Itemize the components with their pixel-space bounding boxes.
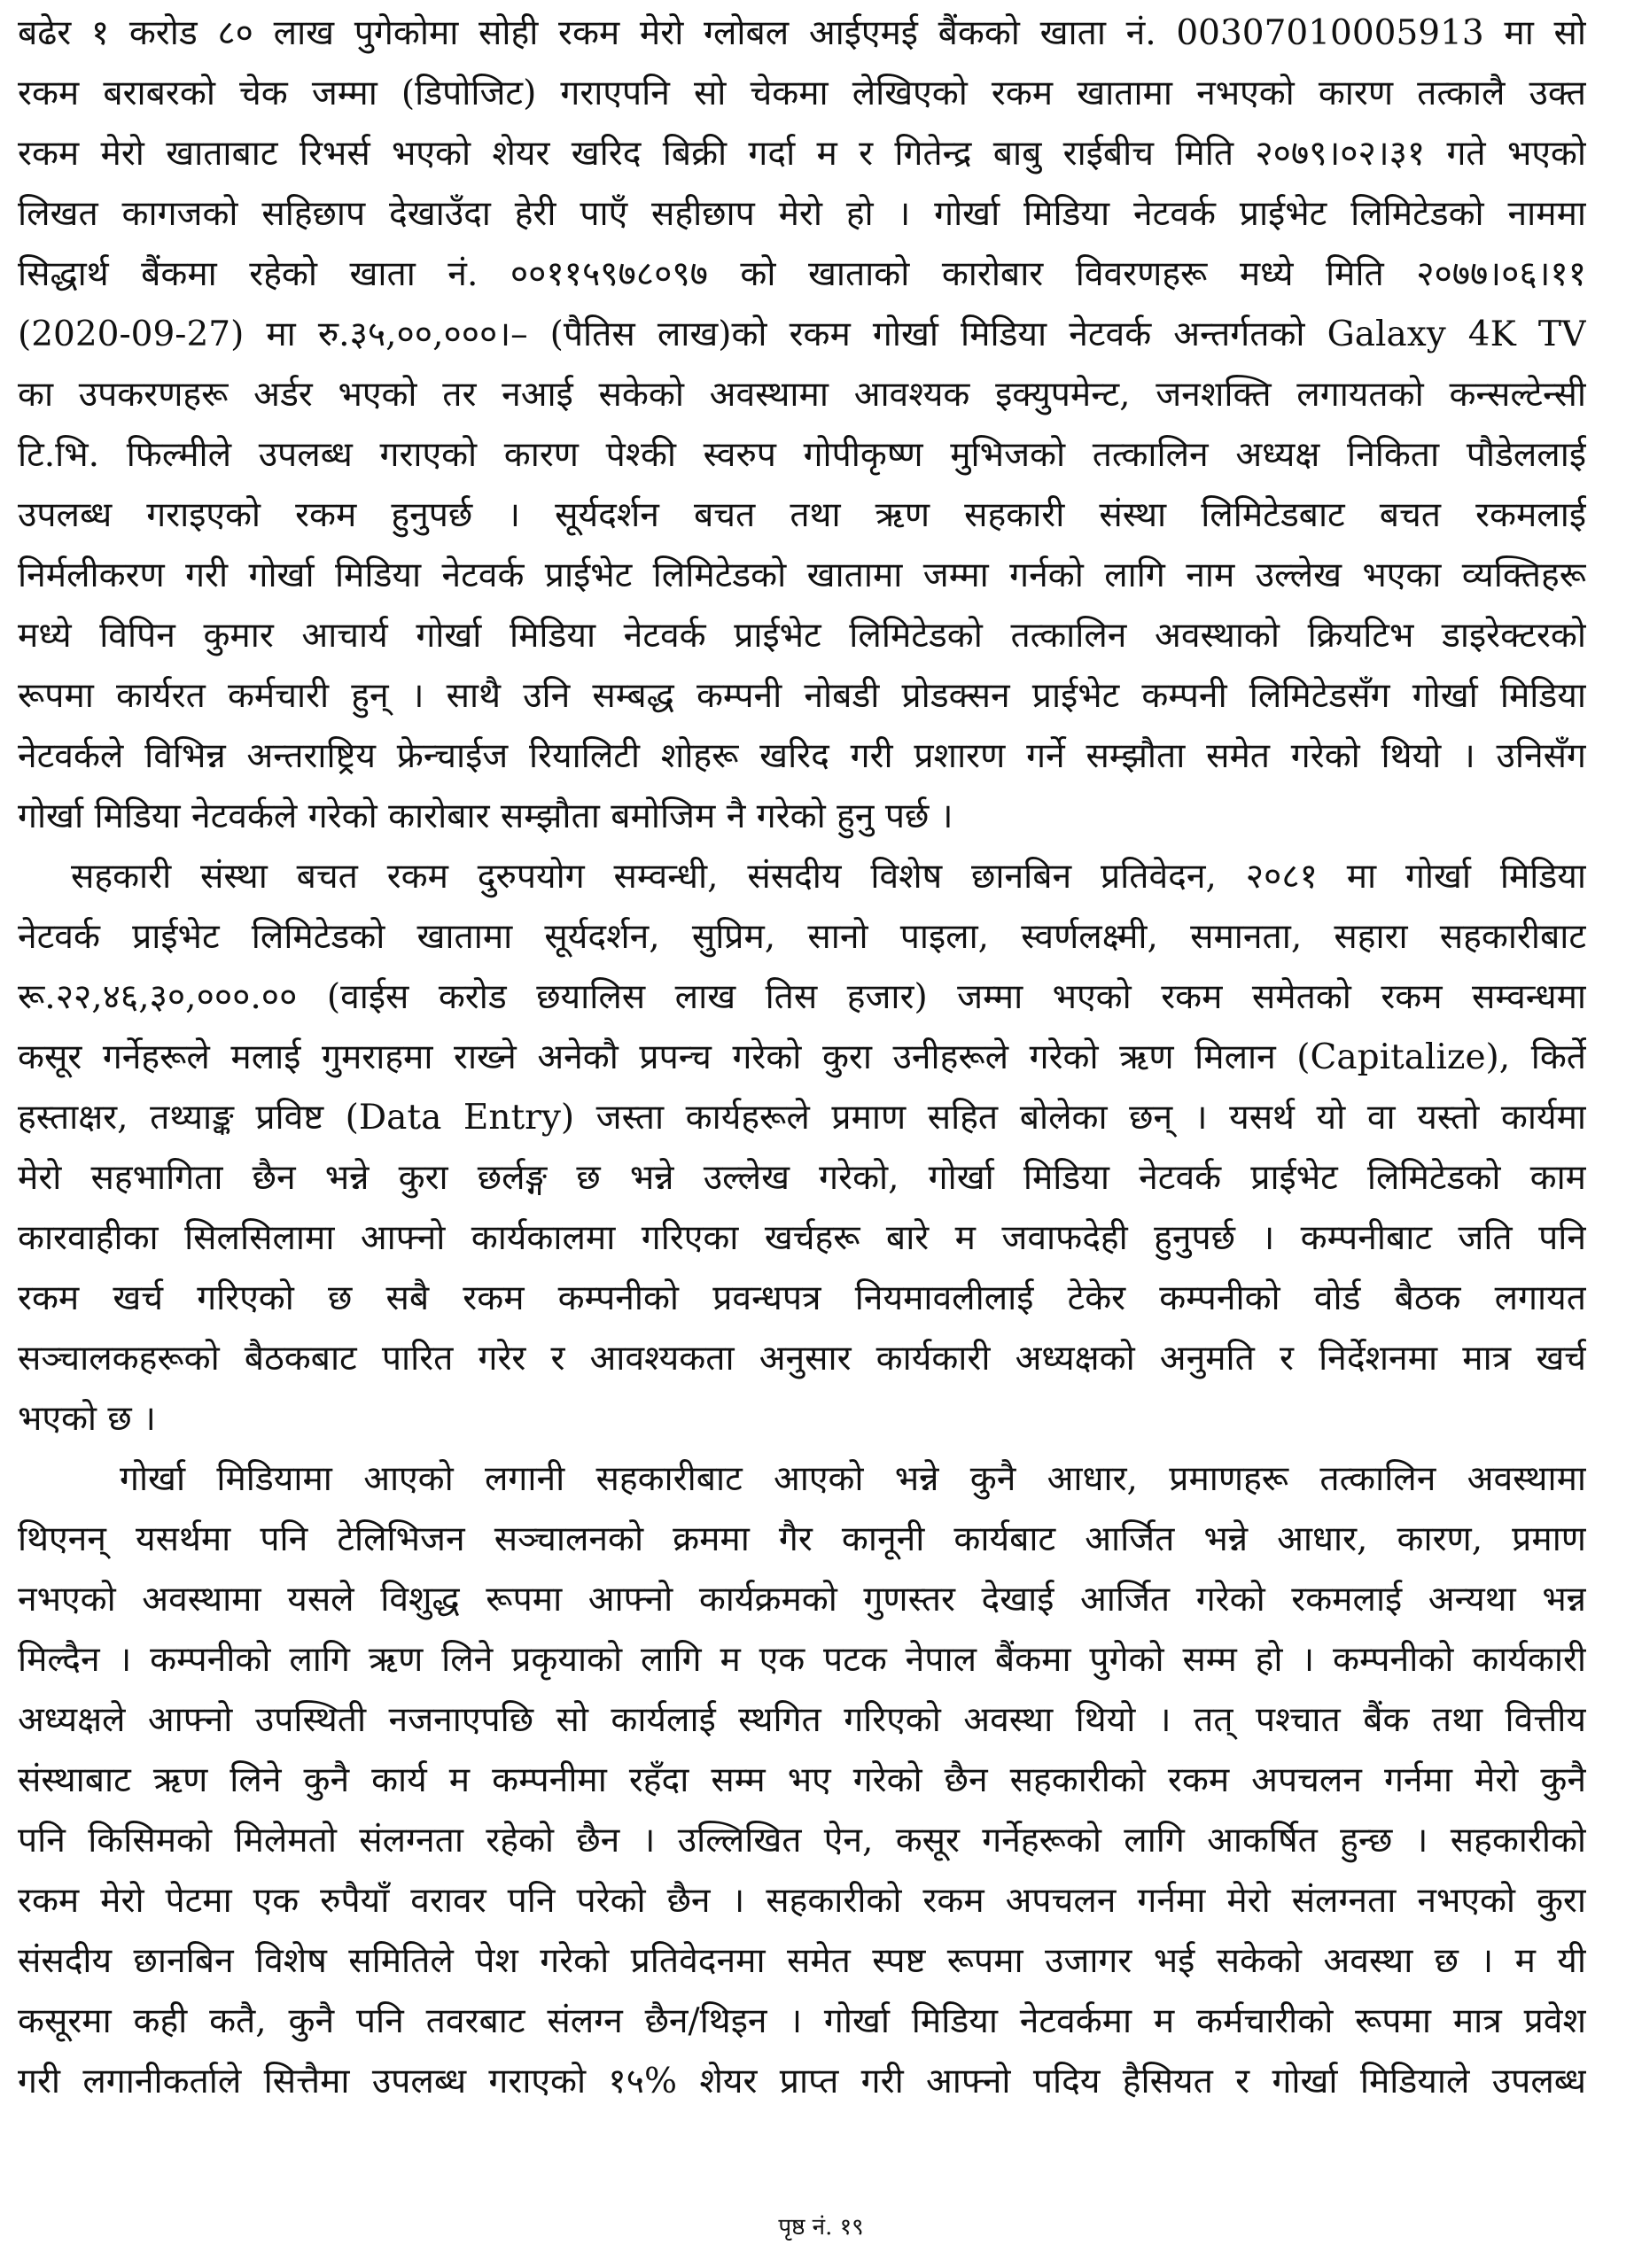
text-line: नेटवर्क प्राईभेट लिमिटेडको खातामा सूर्यदर्शन, सुप्रिम, सानो पाइला, स्वर्णलक्ष्मी, समानता, सहारा सहकारीबाट bbox=[18, 917, 1586, 957]
text-line: संसदीय छानबिन विशेष समितिले पेश गरेको प्रतिवेदनमा समेत स्पष्ट रूपमा उजागर भई सकेको अवस्था छ । म यी bbox=[18, 1941, 1586, 1981]
text-line: अध्यक्षले आफ्नो उपस्थिती नजनाएपछि सो कार्यलाई स्थगित गरिएको अवस्था थियो । तत् पश्चात बैंक तथा वित्तीय bbox=[18, 1700, 1586, 1740]
text-line: संस्थाबाट ऋण लिने कुनै कार्य म कम्पनीमा रहँदा सम्म भए गरेको छैन सहकारीको रकम अपचलन गर्नमा मेरो कुनै bbox=[18, 1760, 1586, 1800]
text-line: थिएनन् यसर्थमा पनि टेलिभिजन सञ्चालनको क्रममा गैर कानूनी कार्यबाट आर्जित भन्ने आधार, कारण, प्रमाण bbox=[18, 1519, 1586, 1559]
text-line: नभएको अवस्थामा यसले विशुद्ध रूपमा आफ्नो कार्यक्रमको गुणस्तर देखाई आर्जित गरेको रकमलाई अन्यथा भन्न bbox=[18, 1580, 1586, 1619]
text-line: रूपमा कार्यरत कर्मचारी हुन् । साथै उनि सम्बद्ध कम्पनी नोबडी प्रोडक्सन प्राईभेट कम्पनी लिमिटेडसँग गोर्खा मिडिया bbox=[18, 676, 1586, 716]
text-line: रकम मेरो पेटमा एक रुपैयाँ वरावर पनि परेको छैन । सहकारीको रकम अपचलन गर्नमा मेरो संलग्नता नभएको कुरा bbox=[18, 1881, 1586, 1921]
text-line: सिद्धार्थ बैंकमा रहेको खाता नं. ००११५९७८०९७ को खाताको कारोबार विवरणहरू मध्ये मिति २०७७।०६।११ bbox=[18, 254, 1586, 294]
text-line: टि.भि. फिल्मीले उपलब्ध गराएको कारण पेश्की स्वरुप गोपीकृष्ण मुभिजको तत्कालिन अध्यक्ष निकिता पौडेललाई bbox=[18, 435, 1586, 475]
text-line: रकम खर्च गरिएको छ सबै रकम कम्पनीको प्रवन्धपत्र नियमावलीलाई टेकेर कम्पनीको वोर्ड बैठक लगायत bbox=[18, 1278, 1586, 1318]
text-line: गरी लगानीकर्ताले सित्तैमा उपलब्ध गराएको १५% शेयर प्राप्त गरी आफ्नो पदिय हैसियत र गोर्खा मिडियाले उपलब्ध bbox=[18, 2062, 1586, 2101]
text-line: मेरो सहभागिता छैन भन्ने कुरा छर्लङ्ग छ भन्ने उल्लेख गरेको, गोर्खा मिडिया नेटवर्क प्राईभेट लिमिटेडको काम bbox=[18, 1158, 1586, 1198]
page-number: पृष्ठ नं. १९ bbox=[778, 2214, 864, 2241]
paragraph-start-line: सहकारी संस्था बचत रकम दुरुपयोग सम्वन्धी, संसदीय विशेष छानबिन प्रतिवेदन, २०८१ मा गोर्खा मिडिया bbox=[71, 857, 1586, 897]
text-line: लिखत कागजको सहिछाप देखाउँदा हेरी पाएँ सहीछाप मेरो हो । गोर्खा मिडिया नेटवर्क प्राईभेट लिमिटेडको नाममा bbox=[18, 194, 1586, 234]
text-line: नेटवर्कले विभिन्न अन्तराष्ट्रिय फ्रेन्चाईज रियालिटी शोहरू खरिद गरी प्रशारण गर्ने सम्झौता समेत गरेको थियो । उनिसँग bbox=[18, 736, 1586, 776]
text-line: हस्ताक्षर, तथ्याङ्क प्रविष्ट (Data Entry) जस्ता कार्यहरूले प्रमाण सहित बोलेका छन् । यसर्थ यो वा यस्तो कार्यमा bbox=[18, 1098, 1586, 1138]
text-line: पनि किसिमको मिलेमतो संलग्नता रहेको छैन । उल्लिखित ऐन, कसूर गर्नेहरूको लागि आकर्षित हुन्छ । सहकारीको bbox=[18, 1821, 1586, 1860]
text-line: निर्मलीकरण गरी गोर्खा मिडिया नेटवर्क प्राईभेट लिमिटेडको खातामा जम्मा गर्नको लागि नाम उल्लेख भएका व्यक्तिहरू bbox=[18, 555, 1586, 595]
text-line: बढेर १ करोड ८० लाख पुगेकोमा सोही रकम मेरो ग्लोबल आईएमई बैंकको खाता नं. 00307010005913 मा सो bbox=[18, 13, 1586, 53]
text-line: रकम बराबरको चेक जम्मा (डिपोजिट) गराएपनि सो चेकमा लेखिएको रकम खातामा नभएको कारण तत्कालै उक्त bbox=[18, 74, 1586, 113]
text-line: मिल्दैन । कम्पनीको लागि ऋण लिने प्रकृयाको लागि म एक पटक नेपाल बैंकमा पुगेको सम्म हो । कम्पनीको कार्यकारी bbox=[18, 1640, 1586, 1680]
text-line: सञ्चालकहरूको बैठकबाट पारित गरेर र आवश्यकता अनुसार कार्यकारी अध्यक्षको अनुमति र निर्देशनमा मात्र खर्च bbox=[18, 1339, 1586, 1379]
text-line: (2020-09-27) मा रु.३५,००,०००।– (पैतिस लाख)को रकम गोर्खा मिडिया नेटवर्क अन्तर्गतको Galaxy 4K TV bbox=[18, 315, 1586, 354]
text-line: कसूरमा कही कतै, कुनै पनि तवरबाट संलग्न छैन/थिइन । गोर्खा मिडिया नेटवर्कमा म कर्मचारीको रूपमा मात्र प्रवेश bbox=[18, 2001, 1586, 2041]
text-line: का उपकरणहरू अर्डर भएको तर नआई सकेको अवस्थामा आवश्यक इक्युपमेन्ट, जनशक्ति लगायतको कन्सल्टेन्सी bbox=[18, 375, 1586, 415]
text-line: रकम मेरो खाताबाट रिभर्स भएको शेयर खरिद बिक्री गर्दा म र गितेन्द्र बाबु राईबीच मिति २०७९।०२।३१ गते भएको bbox=[18, 134, 1586, 174]
text-line: रू.२२,४६,३०,०००.०० (वाईस करोड छयालिस लाख तिस हजार) जम्मा भएको रकम समेतको रकम सम्वन्धमा bbox=[18, 977, 1586, 1017]
text-line: गोर्खा मिडिया नेटवर्कले गरेको कारोबार सम्झौता बमोजिम नै गरेको हुनु पर्छ । bbox=[18, 796, 953, 836]
text-line: कसूर गर्नेहरूले मलाई गुमराहमा राख्ने अनेकौ प्रपन्च गरेको कुरा उनीहरूले गरेको ऋण मिलान (Capitalize), किर्ते bbox=[18, 1037, 1586, 1077]
paragraph-start-line: गोर्खा मिडियामा आएको लगानी सहकारीबाट आएको भन्ने कुनै आधार, प्रमाणहरू तत्कालिन अवस्थामा bbox=[120, 1459, 1586, 1499]
text-line: भएको छ । bbox=[18, 1399, 156, 1439]
text-line: कारवाहीका सिलसिलामा आफ्नो कार्यकालमा गरिएका खर्चहरू बारे म जवाफदेही हुनुपर्छ । कम्पनीबाट जति पनि bbox=[18, 1218, 1586, 1258]
text-line: उपलब्ध गराइएको रकम हुनुपर्छ । सूर्यदर्शन बचत तथा ऋण सहकारी संस्था लिमिटेडबाट बचत रकमलाई bbox=[18, 495, 1586, 535]
text-line: मध्ये विपिन कुमार आचार्य गोर्खा मिडिया नेटवर्क प्राईभेट लिमिटेडको तत्कालिन अवस्थाको क्रियटिभ डाइरेक्टरको bbox=[18, 616, 1586, 656]
